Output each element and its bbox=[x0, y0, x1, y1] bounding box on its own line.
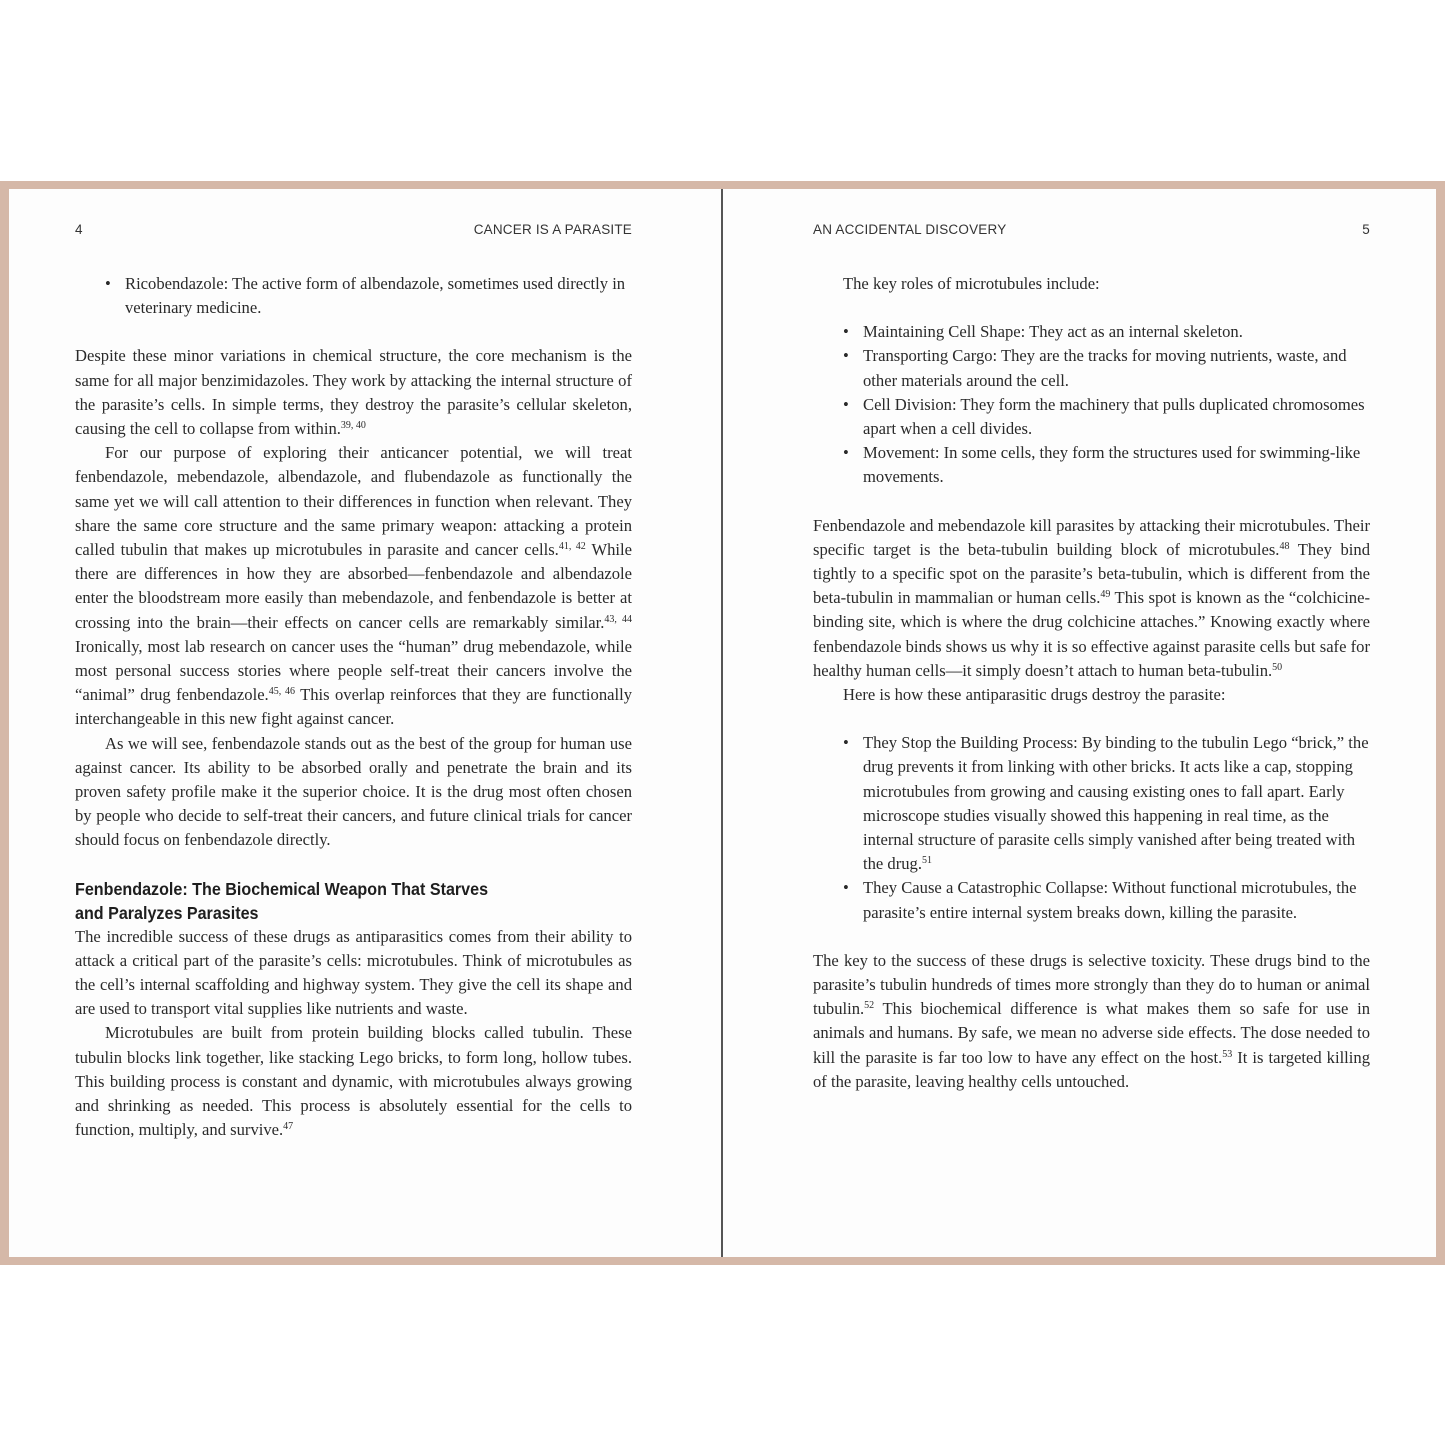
list-item: • They Stop the Building Process: By binding to the tubulin Lego “brick,” the drug prevents it from linking with other bricks. It acts like a cap, stopping microtubules from growing and causing existing ones to fall apart. Early microscope studies visually showed this happening in real time, as the internal structure of parasite cells simply vanished after being treated with the drug.$^{51}$ bbox=[813, 731, 1370, 876]
right-running-head bbox=[813, 222, 1370, 242]
list-item: • Movement: In some cells, they form the structures used for swimming-like movements. bbox=[813, 441, 1370, 489]
footnote-ref: 52 bbox=[864, 1000, 875, 1012]
paragraph: The key to the success of these drugs is selective toxicity. These drugs bind to the parasite’s tubulin hundreds of times more strongly than they do to human or animal tubulin.$^{52}$ This biochemical difference is what makes them so safe for use in animals and humans. By safe, we mean no adverse side effects. The dose needed to kill the parasite is far too low to have any effect on the host.$^{53}$ It is targeted killing of the parasite, leaving healthy cells untouched. bbox=[813, 950, 1370, 1091]
list-item: • They Cause a Catastrophic Collapse: Without functional microtubules, the parasite’s entire internal system breaks down, killing the parasite. bbox=[813, 876, 1370, 924]
book-spread bbox=[0, 181, 1445, 1265]
section-heading: Fenbendazole: The Biochemical Weapon That Starves and Paralyzes Parasites bbox=[75, 878, 489, 923]
list-item: • Maintaining Cell Shape: They act as an internal skeleton. bbox=[813, 320, 1370, 344]
open-book bbox=[9, 189, 1436, 1257]
book-gutter bbox=[721, 189, 723, 1257]
left-body bbox=[75, 272, 632, 1143]
left-running-head bbox=[75, 222, 632, 242]
list-item: • Cell Division: They form the machinery that pulls duplicated chromosomes apart when a cell divides. bbox=[813, 393, 1370, 441]
right-page-number: 5 bbox=[1362, 222, 1370, 237]
paragraph: Despite these minor variations in chemical structure, the core mechanism is the same for all major benzimidazoles. They work by attacking the internal structure of the parasite’s cells. In simple terms, they destroy the parasite’s cellular skeleton, causing the cell to collapse from within.$^{39, 40}$ bbox=[75, 346, 632, 439]
list-item: • Transporting Cargo: They are the tracks for moving nutrients, waste, and other materials around the cell. bbox=[813, 344, 1370, 392]
right-running-title: AN ACCIDENTAL DISCOVERY bbox=[813, 222, 1007, 237]
paragraph: The incredible success of these drugs as antiparasitics comes from their ability to attack a critical part of the parasite’s cells: microtubules. Think of microtubules as the cell’s internal scaffolding and highway system. They give the cell its shape and are used to transport vital supplies like nutrients and waste. bbox=[75, 926, 632, 1019]
list-item: • Ricobendazole: The active form of albendazole, sometimes used directly in veterinary medicine. bbox=[75, 272, 632, 320]
left-running-title: CANCER IS A PARASITE bbox=[473, 222, 632, 237]
paragraph: Fenbendazole and mebendazole kill parasites by attacking their microtubules. Their specific target is the beta-tubulin building block of microtubules.$^{48}$ They bind tightly to a specific spot on the parasite’s beta-tubulin, which is different from the beta-tubulin in mammalian or human cells.$^{49}$ This spot is known as the “colchicine-binding site, which is where the drug colchicine attaches.” Knowing exactly where fenbendazole binds shows us why it is so effective against parasite cells but safe for healthy human cells—it simply doesn’t attach to human beta-tubulin.$^{50}$ bbox=[813, 515, 1370, 680]
footnote-ref: 47 bbox=[283, 1121, 294, 1133]
paragraph: For our purpose of exploring their anticancer potential, we will treat fenbendazole, mebendazole, albendazole, and flubendazole as functionally the same yet we will call attention to their differences in function when relevant. They share the same core structure and the same primary weapon: attacking a protein called tubulin that makes up microtubules in parasite and cancer cells.$^{41, 42}$ While there are differences in how they are absorbed—fenbendazole and albendazole enter the bloodstream more easily than mebendazole, and fenbendazole is better at crossing into the brain—their effects on cancer cells are remarkably similar.$^{43, 44}$ Ironically, most lab research on cancer uses the “human” drug mebendazole, while most personal success stories where people self-treat their cancers involve the “animal” drug fenbendazole.$^{45, 46}$ This overlap reinforces that they are functionally interchangeable in this new fight against cancer. bbox=[75, 443, 632, 729]
right-body bbox=[813, 272, 1370, 1094]
footnote-ref: 39, 40 bbox=[340, 420, 366, 432]
paragraph: The key roles of microtubules include: bbox=[843, 274, 1100, 293]
footnote-ref: 41, 42 bbox=[558, 541, 586, 553]
roles-list bbox=[813, 320, 1370, 489]
paragraph: Microtubules are built from protein building blocks called tubulin. These tubulin blocks link together, like stacking Lego bricks, to form long, hollow tubes. This building process is constant and dynamic, with microtubules always growing and shrinking as needed. This process is absolutely essential for the cells to function, multiply, and survive.$^{47}$ bbox=[75, 1023, 632, 1140]
footnote-ref: 45, 46 bbox=[268, 686, 295, 698]
right-page bbox=[813, 189, 1370, 1257]
variant-list bbox=[75, 272, 632, 320]
footnote-ref: 51 bbox=[922, 855, 932, 867]
footnote-ref: 50 bbox=[1272, 661, 1283, 673]
footnote-ref: 53 bbox=[1222, 1048, 1233, 1060]
footnote-ref: 48 bbox=[1279, 540, 1290, 552]
left-page bbox=[75, 189, 632, 1257]
paragraph: Here is how these antiparasitic drugs destroy the parasite: bbox=[843, 685, 1226, 705]
paragraph: As we will see, fenbendazole stands out as the best of the group for human use against cancer. Its ability to be absorbed orally and penetrate the brain and its proven safety profile make it the superior choice. It is the drug most often chosen by people who decide to self-treat their cancers, and future clinical trials for cancer should focus on fenbendazole directly. bbox=[75, 733, 632, 850]
mechanism-list bbox=[813, 731, 1370, 925]
left-page-number: 4 bbox=[75, 222, 83, 237]
footnote-ref: 49 bbox=[1100, 589, 1111, 601]
footnote-ref: 43, 44 bbox=[604, 613, 632, 625]
